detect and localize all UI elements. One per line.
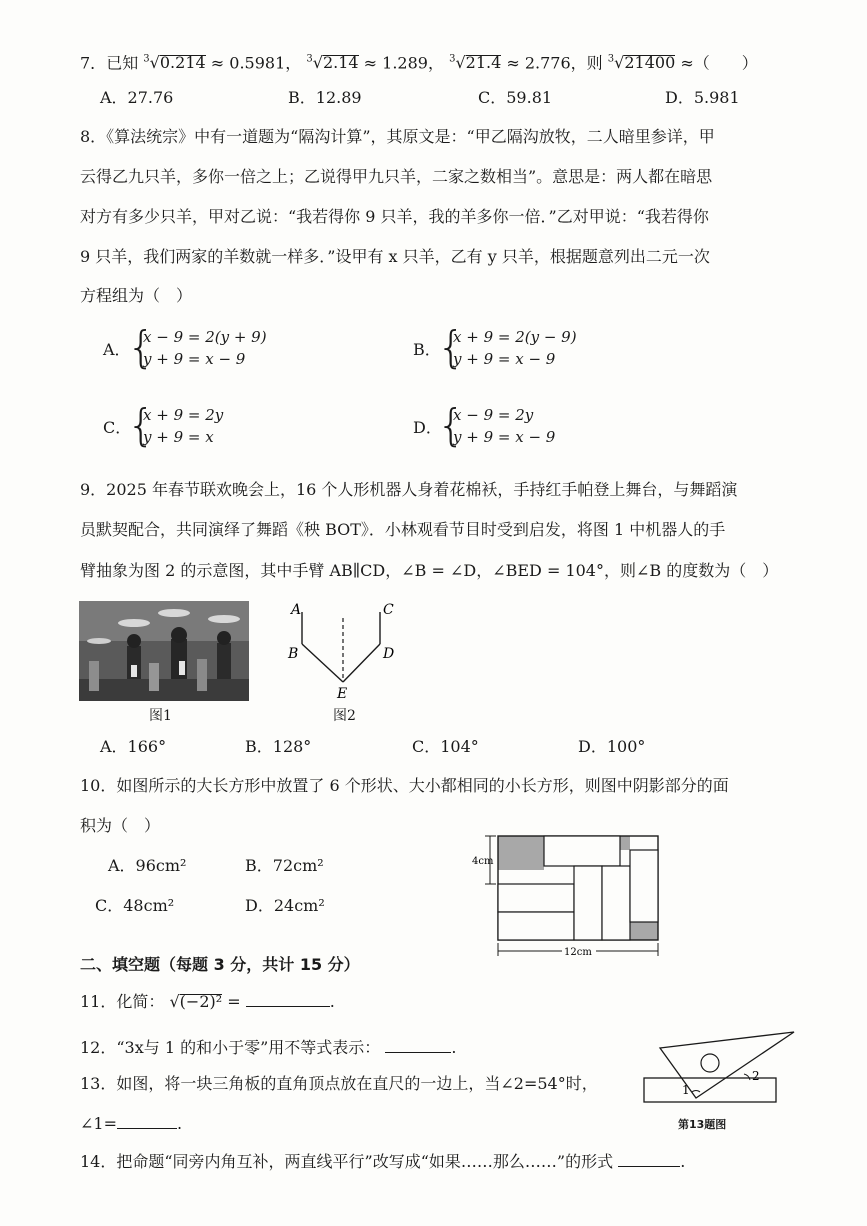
q8-a-eq1: x − 9 = 2(y + 9) [143, 328, 267, 346]
q8-d-eq2: y + 9 = x − 9 [453, 428, 556, 446]
q7-option-b[interactable]: B．12.89 [288, 88, 362, 107]
q7-root-2: $^3$√ 2.14 [306, 53, 359, 73]
q8-a-eq2: y + 9 = x − 9 [143, 350, 246, 368]
section-2-heading: 二、填空题（每题 3 分，共计 15 分） [80, 955, 360, 974]
q10-line-1: 10．如图所示的大长方形中放置了 6 个形状、大小都相同的小长方形，则图中阴影部分的面 [80, 776, 729, 795]
q14-answer-blank[interactable] [618, 1152, 680, 1167]
q10-option-a[interactable]: A．96cm² [108, 856, 187, 875]
q7-option-a[interactable]: A．27.76 [100, 88, 174, 107]
q7-num: 7． [80, 53, 107, 73]
q13-answer-blank[interactable] [117, 1114, 177, 1129]
q9-option-d[interactable]: D．100° [578, 737, 646, 756]
q9-line-3: 臂抽象为图 2 的示意图，其中手臂 AB∥CD，∠B = ∠D，∠BED = 104°，则∠B 的度数为（ ） [80, 561, 779, 580]
q11-radical: √ (−2)² [169, 992, 223, 1011]
q11-answer-blank[interactable] [246, 992, 330, 1007]
q11-end: . [329, 992, 335, 1011]
q7-value-1: ≈ 0.5981， [210, 53, 302, 73]
q14 [80, 1152, 685, 1172]
q9-line-2: 员默契配合，共同演绎了舞蹈《秧 BOT》．小林观看节目时受到启发，将图 1 中机器人的手 [80, 520, 726, 539]
q14-text: 14．把命题“同旁内角互补，两直线平行”改写成“如果……那么……”的形式 [80, 1152, 614, 1171]
q7-root-3: $^3$√ 21.4 [449, 53, 502, 73]
q7-value-4: ≈（ ） [680, 53, 758, 73]
q9-option-b[interactable]: B．128° [245, 737, 312, 756]
angle-label-1: 1 [682, 1083, 690, 1097]
q13-figure-caption: 第13题图 [678, 1118, 727, 1131]
q8-c-eq2: y + 9 = x [143, 428, 214, 446]
q7-option-c[interactable]: C．59.81 [478, 88, 553, 107]
point-label-b: B [288, 646, 299, 662]
point-label-d: D [383, 646, 395, 662]
q8-line-3: 对方有多少只羊，甲对乙说：“我若得你 9 只羊，我的羊多你一倍．”乙对甲说：“我若得你 [80, 207, 709, 226]
brace-icon: { [127, 400, 155, 451]
q10-line-2: 积为（ ） [80, 816, 161, 835]
q8-line-2: 云得乙九只羊，多你一倍之上；乙说得甲九只羊，二家之数相当”。意思是：两人都在暗思 [80, 167, 713, 186]
brace-icon: { [437, 400, 465, 451]
q14-end: . [680, 1152, 686, 1171]
q10-option-b[interactable]: B．72cm² [245, 856, 324, 875]
q8-line-1: 8．《算法统宗》中有一道题为“隔沟计算”，其原文是：“甲乙隔沟放牧，二人暗里参详，甲 [80, 127, 715, 146]
q11 [80, 992, 335, 1012]
q7-root-4: $^3$√ 21400 [607, 53, 676, 73]
brace-icon: { [437, 322, 465, 373]
q12-text: 12．“3x与 1 的和小于零”用不等式表示： [80, 1038, 381, 1057]
q8-c-eq1: x + 9 = 2y [143, 406, 224, 424]
q7-value-3: ≈ 2.776，则 [506, 53, 603, 73]
q12-end: . [451, 1038, 457, 1057]
q9-option-a[interactable]: A．166° [100, 737, 167, 756]
q9-figure-1-photo [79, 601, 249, 701]
q12-answer-blank[interactable] [385, 1038, 451, 1053]
q13-line-2: ∠1= . [80, 1114, 183, 1133]
angle-label-2: 2 [752, 1069, 760, 1083]
q7-option-d[interactable]: D．5.981 [665, 88, 740, 107]
q10-width-label: 12cm [564, 947, 592, 958]
robot-dancers-image [79, 601, 249, 701]
q8-b-eq2: y + 9 = x − 9 [453, 350, 556, 368]
q9-figure-1-caption: 图1 [149, 708, 172, 724]
q7-lead: 已知 [106, 53, 139, 73]
q7-stem [80, 50, 758, 73]
q10-rectangle-figure [470, 830, 670, 962]
q10-option-c[interactable]: C．48cm² [95, 896, 175, 915]
point-label-a: A [291, 602, 302, 618]
point-label-c: C [383, 602, 394, 618]
q9-figure-2-caption: 图2 [333, 708, 356, 724]
q8-d-eq1: x − 9 = 2y [453, 406, 534, 424]
q10-height-label: 4cm [472, 856, 494, 867]
q10-option-d[interactable]: D．24cm² [245, 896, 325, 915]
q9-figure-2-diagram [285, 598, 400, 703]
q9-option-c[interactable]: C．104° [412, 737, 479, 756]
point-label-e: E [337, 686, 348, 702]
q7-value-2: ≈ 1.289， [363, 53, 444, 73]
q8-line-5: 方程组为（ ） [80, 286, 193, 305]
q9-line-1: 9．2025 年春节联欢晚会上，16 个人形机器人身着花棉袄，手持红手帕登上舞台，与舞蹈演 [80, 480, 738, 499]
q8-b-eq1: x + 9 = 2(y − 9) [453, 328, 577, 346]
brace-icon: { [127, 322, 155, 373]
q12 [80, 1038, 456, 1058]
q7-root-1: $^3$√ 0.214 [143, 53, 206, 73]
q13-line-1: 13．如图，将一块三角板的直角顶点放在直尺的一边上，当∠2=54°时， [80, 1074, 598, 1093]
q8-line-4: 9 只羊，我们两家的羊数就一样多．”设甲有 x 只羊，乙有 y 只羊，根据题意列出二元一次 [80, 247, 710, 266]
q13-figure [640, 1030, 800, 1110]
q11-equals: = [227, 992, 241, 1011]
q11-text: 11．化简： [80, 992, 165, 1011]
